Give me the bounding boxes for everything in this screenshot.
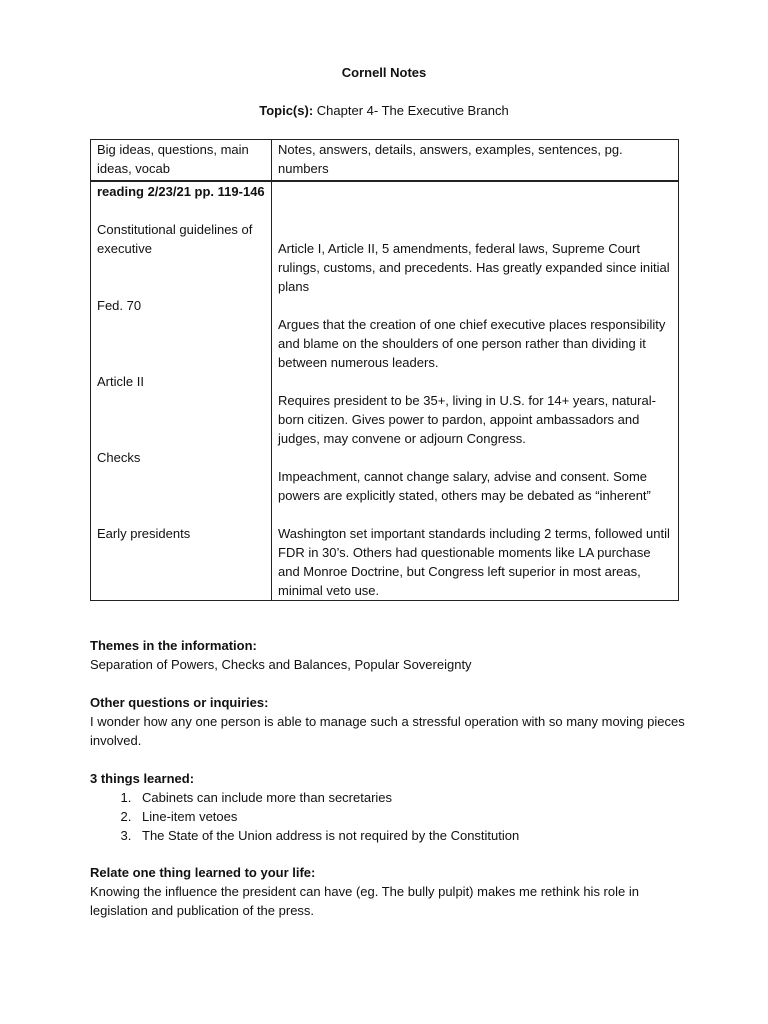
questions-text: I wonder how any one person is able to manage such a stressful operation with so many moving pieces involved. xyxy=(90,714,685,748)
list-item: 3. The State of the Union address is not required by the Constitution xyxy=(135,826,690,845)
topic-label: Topic(s): xyxy=(259,103,314,118)
note-item: Requires president to be 35+, living in U.S. for 14+ years, natural-born citizen. Gives power to pardon, appoint ambassadors and judges, may convene or adjourn Congress. xyxy=(278,393,656,446)
relate-section xyxy=(90,863,690,920)
list-item: 2. Line-item vetoes xyxy=(135,807,690,826)
idea-item: Article II xyxy=(97,374,144,389)
notes-column xyxy=(272,181,679,601)
header-cue-column: Big ideas, questions, main ideas, vocab xyxy=(91,140,272,182)
topic-line xyxy=(0,101,768,120)
reading-reference: reading 2/23/21 pp. 119-146 xyxy=(97,184,265,199)
note-item: Washington set important standards including 2 terms, followed until FDR in 30’s. Others had questionable moments like LA purchase and Monroe Doctrine, but Congress left superior in most areas, minimal veto use. xyxy=(278,526,670,598)
idea-item: Checks xyxy=(97,450,141,465)
learned-section xyxy=(90,769,690,845)
list-item: 1. Cabinets can include more than secretaries xyxy=(135,788,690,807)
note-item: Article I, Article II, 5 amendments, federal laws, Supreme Court rulings, customs, and precedents. Has greatly expanded since initial plans xyxy=(278,241,670,294)
learned-list xyxy=(90,788,690,845)
table-header-row xyxy=(91,140,679,182)
table-body-row xyxy=(91,181,679,601)
questions-section xyxy=(90,693,690,750)
themes-text: Separation of Powers, Checks and Balances, Popular Sovereignty xyxy=(90,657,472,672)
cornell-notes-table xyxy=(90,139,679,601)
questions-heading: Other questions or inquiries: xyxy=(90,695,269,710)
cue-column xyxy=(91,181,272,601)
note-item: Argues that the creation of one chief executive places responsibility and blame on the shoulders of one person rather than dividing it between numerous leaders. xyxy=(278,317,666,370)
relate-text: Knowing the influence the president can have (eg. The bully pulpit) makes me rethink his role in legislation and publication of the press. xyxy=(90,884,639,918)
relate-heading: Relate one thing learned to your life: xyxy=(90,865,316,880)
themes-heading: Themes in the information: xyxy=(90,638,257,653)
idea-item: Early presidents xyxy=(97,526,191,541)
idea-item: Constitutional guidelines of executive xyxy=(97,222,253,256)
idea-item: Fed. 70 xyxy=(97,298,142,313)
page-title: Cornell Notes xyxy=(341,65,427,80)
note-item: Impeachment, cannot change salary, advise and consent. Some powers are explicitly stated, others may be debated as “inherent” xyxy=(278,469,651,503)
header-notes-column: Notes, answers, details, answers, examples, sentences, pg. numbers xyxy=(272,140,679,182)
themes-section xyxy=(90,636,690,674)
learned-heading: 3 things learned: xyxy=(90,771,195,786)
topic-value: Chapter 4- The Executive Branch xyxy=(313,103,509,118)
